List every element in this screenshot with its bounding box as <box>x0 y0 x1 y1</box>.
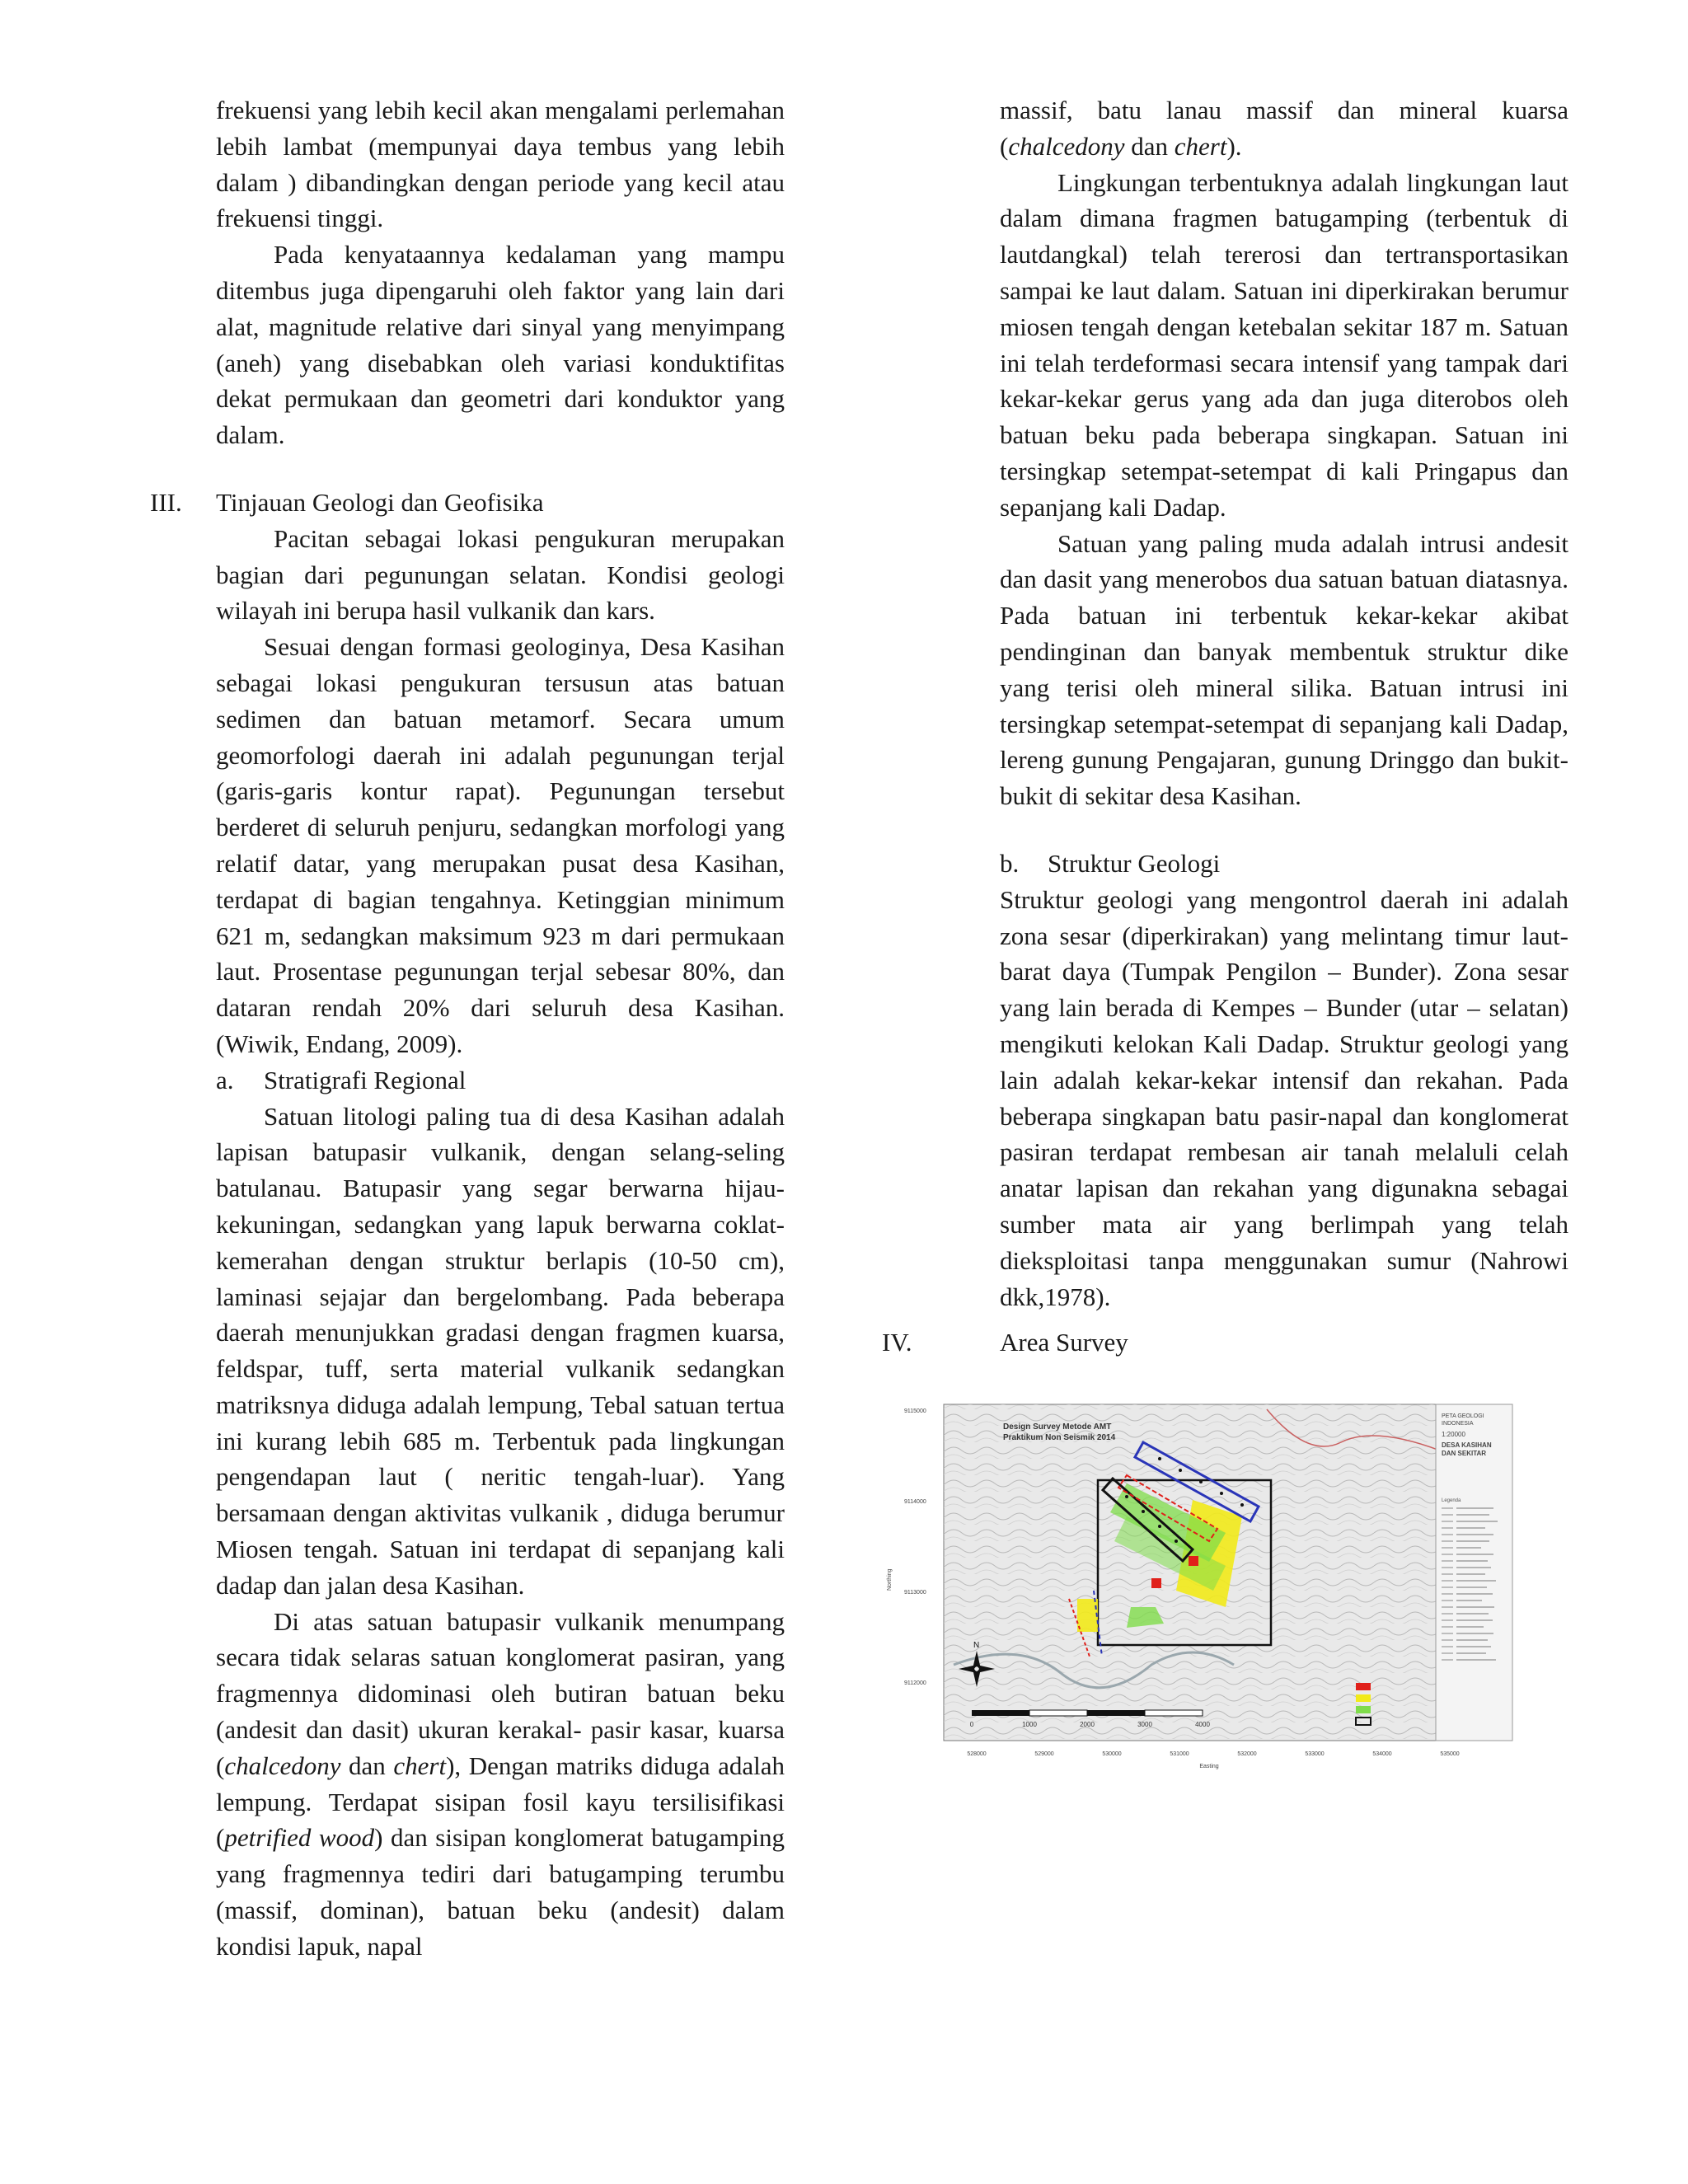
paragraph-formasi: Sesuai dengan formasi geologinya, Desa Kasihan sebagai lokasi pengukuran tersusun atas batuan sedimen dan batuan metamorf. Secara umum geomorfologi daerah ini adalah pegunungan terjal (garis-garis kontur rapat). Pegunungan tersebut berderet di seluruh penjuru, sedangkan morfologi yang relatif datar, yang merupakan pusat desa Kasihan, terdapat di bagian tengahnya. Ketinggian minimum 621 m, sedangkan maksimum 923 m dari permukaan laut. Prosentase pegunungan terjal sebesar 80%, dan dataran rendah 20% dari seluruh desa Kasihan. (Wiwik, Endang, 2009). <box>216 632 785 1058</box>
paragraph-litologi: Satuan litologi paling tua di desa Kasihan adalah lapisan batupasir vulkanik, dengan selang-seling batulanau. Batupasir yang segar berwarna hijau-kekuningan, sedangkan yang lapuk berwarna coklat-kemerahan dengan struktur berlapis (10-50 cm), laminasi sejajar dan bergelombang. Pada beberapa daerah menunjukkan gradasi dengan fragmen kuarsa, feldspar, tuff, serta material vulkanik sedangkan matriksnya diduga adalah lempung, Tebal satuan tertua ini kurang lebih 685 m. Terbentuk pada lingkungan pengendapan laut ( neritic tengah-luar). Yang bersamaan dengan aktivitas vulkanik , diduga berumur Miosen tengah. Satuan ini terdapat di sepanjang kali dadap dan jalan desa Kasihan. <box>216 1101 785 1600</box>
survey-map <box>879 1393 1569 1787</box>
section-number: III. <box>150 487 182 517</box>
legend-area-2: DAN SEKITAR <box>1442 1450 1487 1457</box>
x-tick-5: 533000 <box>1305 1751 1325 1757</box>
y-tick-2: 9113000 <box>904 1590 926 1596</box>
scale-bar <box>972 1710 1203 1716</box>
subsection-heading-b <box>1000 846 1568 882</box>
survey-area-map-figure <box>879 1393 1569 1787</box>
paragraph-lingkungan: Lingkungan terbentuknya adalah lingkungan laut dalam dimana fragmen batugamping (terbentuk di lautdangkal) telah tererosi dan tertransportasikan sampai ke laut dalam. Satuan ini diperkirakan berumur miosen tengah dengan ketebalan sekitar 187 m. Satuan ini telah terdeformasi secara intensif yang tampak dari kekar-kekar gerus yang ada dan juga diterobos oleh batuan beku pada beberapa singkapan. Satuan ini tersingkap setempat-setempat di kali Pringapus dan sepanjang kali Dadap. <box>1000 167 1568 522</box>
y-tick-3: 9112000 <box>904 1680 926 1686</box>
scale-label-1: 1000 <box>1022 1721 1037 1728</box>
red-marker-2 <box>1189 1556 1198 1566</box>
section-title: Area Survey <box>1000 1328 1128 1357</box>
legend-area-1: DESA KASIHAN <box>1442 1441 1492 1449</box>
subsection-title: Struktur Geologi <box>1048 848 1221 878</box>
legend-swatch-red <box>1356 1683 1371 1690</box>
red-marker-1 <box>1151 1578 1161 1588</box>
paragraph-intrusi: Satuan yang paling muda adalah intrusi andesit dan dasit yang menerobos dua satuan batuan diatasnya. Pada batuan ini terbentuk kekar-kekar akibat pendinginan dan banyak membentuk struktur dike yang terisi oleh mineral silika. Batuan intrusi ini tersingkap setempat-setempat di sepanjang kali Dadap, lereng gunung Pengajaran, gunung Dringgo dan bukit-bukit di sekitar desa Kasihan. <box>1000 528 1568 811</box>
map-title-2: Praktikum Non Seismik 2014 <box>1003 1433 1116 1442</box>
y-tick-1: 9114000 <box>904 1499 926 1505</box>
x-tick-0: 528000 <box>967 1751 987 1757</box>
subsection-title: Stratigrafi Regional <box>264 1065 467 1094</box>
section-number: IV. <box>882 1328 912 1357</box>
map-title-1: Design Survey Metode AMT <box>1003 1422 1112 1432</box>
legend-title-1: PETA GEOLOGI <box>1442 1413 1484 1419</box>
paragraph-pacitan: Pacitan sebagai lokasi pengukuran merupakan bagian dari pegunungan selatan. Kondisi geologi wilayah ini berupa hasil vulkanik dan kars. <box>216 523 785 626</box>
legend-swatch-yellow <box>1356 1694 1371 1702</box>
legend-swatch-green <box>1356 1706 1371 1713</box>
x-tick-3: 531000 <box>1170 1751 1189 1757</box>
subsection-label: a. <box>216 1065 234 1094</box>
y-tick-0: 9115000 <box>904 1408 926 1414</box>
subsection-label: b. <box>1000 848 1020 878</box>
legend-scale: 1:20000 <box>1442 1431 1465 1438</box>
legend-title-2: INDONESIA <box>1442 1421 1474 1427</box>
paragraph-frekuensi: frekuensi yang lebih kecil akan mengalami perlemahan lebih lambat (mempunyai daya tembus yang lebih dalam ) dibandingkan dengan periode yang kecil atau frekuensi tinggi. <box>216 96 785 233</box>
paragraph-konglomerat: Di atas satuan batupasir vulkanik menumpang secara tidak selaras satuan konglomerat pasiran, yang fragmennya didominasi oleh butiran batuan beku (andesit dan dasit) ukuran kerakal- pasir kasar, kuarsa (chalcedony dan chert), Dengan matriks diduga adalah lempung. Terdapat sisipan fosil kayu tersilisifikasi (petrified wood) dan sisipan konglomerat batugamping yang fragmennya tediri dari batugamping terumbu (massif, dominan), batuan beku (andesit) dalam kondisi lapuk, napal <box>216 1606 785 1961</box>
legend-heading: Legenda <box>1442 1498 1461 1503</box>
y-axis-label: Northing <box>887 1568 893 1591</box>
x-axis-label: Easting <box>1199 1764 1219 1769</box>
section-heading-iv <box>882 1324 1568 1361</box>
paragraph-massif: massif, batu lanau massif dan mineral kuarsa (chalcedony dan chert). <box>1000 96 1568 161</box>
section-heading-iii <box>150 485 785 521</box>
x-tick-7: 535000 <box>1440 1751 1460 1757</box>
paragraph-kedalaman: Pada kenyataannya kedalaman yang mampu ditembus juga dipengaruhi oleh faktor yang lain dari alat, magnitude relative dari sinyal yang menyimpang (aneh) yang disebabkan oleh variasi konduktifitas dekat permukaan dan geometri dari konduktor yang dalam. <box>216 240 785 450</box>
scale-label-2: 2000 <box>1080 1721 1095 1728</box>
x-tick-4: 532000 <box>1237 1751 1257 1757</box>
section-title: Tinjauan Geologi dan Geofisika <box>216 487 544 517</box>
north-label: N <box>973 1641 980 1650</box>
scale-label-4: 4000 <box>1195 1721 1210 1728</box>
scale-label-3: 3000 <box>1137 1721 1152 1728</box>
yellow-zone-west <box>1077 1599 1098 1632</box>
x-tick-1: 529000 <box>1034 1751 1054 1757</box>
x-tick-2: 530000 <box>1102 1751 1122 1757</box>
x-tick-6: 534000 <box>1372 1751 1392 1757</box>
scale-label-0: 0 <box>969 1721 974 1728</box>
paragraph-struktur: Struktur geologi yang mengontrol daerah ini adalah zona sesar (diperkirakan) yang melintang timur laut- barat daya (Tumpak Pengilon – Bunder). Zona sesar yang lain berada di Kempes – Bunder (utar – selatan) mengikuti kelokan Kali Dadap. Struktur geologi yang lain adalah kekar-kekar intensif dan rekahan. Pada beberapa singkapan batu pasir-napal dan konglomerat pasiran terdapat rembesan air tanah melaluli celah anatar lapisan dan rekahan yang digunakna sebagai sumber mata air yang berlimpah yang telah dieksploitasi tanpa menggunakan sumur (Nahrowi dkk,1978). <box>1000 884 1568 1311</box>
subsection-heading-a <box>216 1062 785 1099</box>
left-column <box>150 92 785 1965</box>
right-column <box>882 92 1568 1361</box>
